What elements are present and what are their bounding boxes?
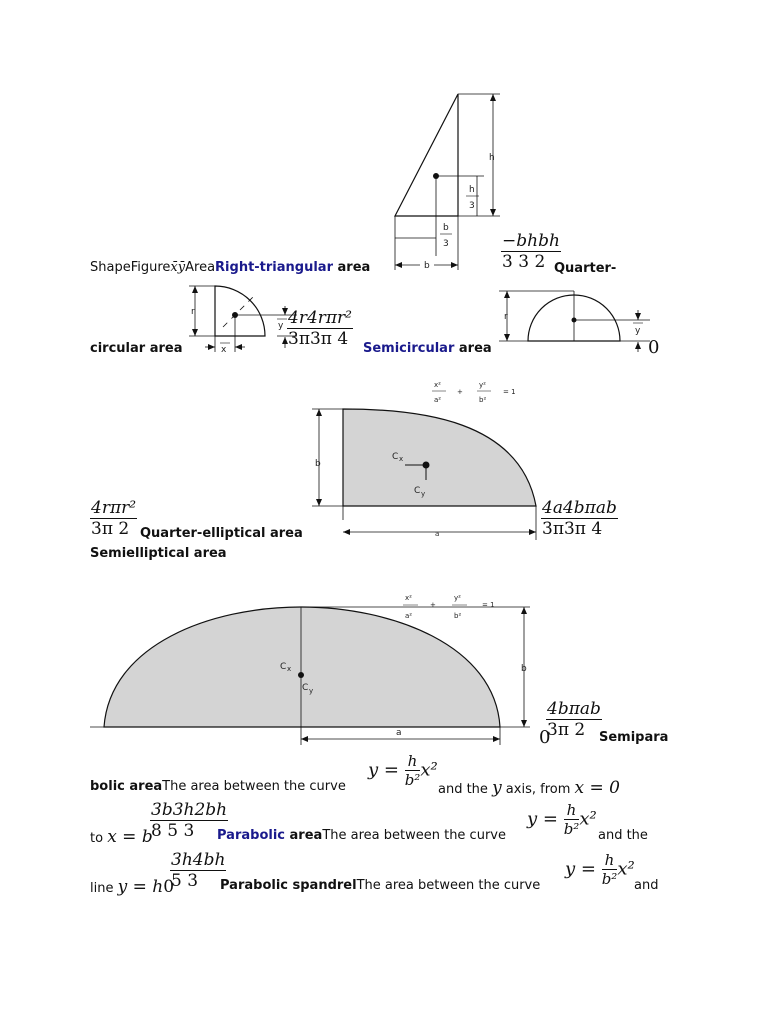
right-triangle-figure <box>380 86 510 276</box>
curve-x2-2: x² <box>579 808 597 830</box>
se-label-a: a <box>396 728 402 738</box>
quarter-circle-shape <box>215 286 265 336</box>
quarter-circle-fraction-num: 4r4rπr² <box>288 308 352 328</box>
spandrel-curve-eq <box>565 851 635 888</box>
parabolic-line: line <box>90 881 118 896</box>
semi-ellipse-name: Semielliptical area <box>90 546 227 561</box>
qe-eq-b2: b² <box>479 396 487 404</box>
semicircle-area-word: area <box>454 341 492 356</box>
semiparabolic-curve-eq <box>368 752 438 789</box>
parabolic-name: Parabolic <box>217 828 285 843</box>
curve-b2-1: b² <box>404 771 421 789</box>
label-h: h <box>489 153 495 163</box>
semi-ellipse-shape <box>104 607 500 727</box>
curve-b2-2: b² <box>563 820 580 838</box>
label-b-third-den: 3 <box>443 239 449 249</box>
semiparabolic-name-start: Semipara <box>599 730 669 745</box>
semiparabolic-name-end: bolic area <box>90 779 163 794</box>
semiparabolic-x-eq-b: x = b <box>107 827 153 847</box>
parabolic-y-eq-h: y = h <box>117 877 164 897</box>
spandrel-row <box>220 879 540 892</box>
quarter-ellipse-fraction-2 <box>546 699 602 740</box>
label-h-third-num: h <box>469 185 475 195</box>
curve-y-1: y <box>368 759 379 781</box>
quarter-circle-fraction <box>287 308 353 349</box>
se-eq-x2: x² <box>405 594 412 602</box>
se-label-cy-sub: y <box>309 687 314 695</box>
semiparabolic-desc: The area between the curve <box>162 779 346 794</box>
semi-ellipse-fraction-den: 3π 2 <box>547 720 586 740</box>
curve-eq-1: = <box>378 759 405 781</box>
header-xbar: x̄ <box>170 260 178 275</box>
qe-label-cx: C <box>392 452 399 462</box>
semi-ellipse-value: 0 <box>539 727 551 748</box>
semicircle-fraction-den: 3π 2 <box>91 519 130 539</box>
quarter-circle-name-start: Quarter- <box>554 261 617 276</box>
semiparabolic-y-var: y <box>492 778 502 798</box>
parabolic-desc: The area between the curve <box>322 828 506 843</box>
label-r: r <box>191 307 195 317</box>
curve-h-3: h <box>602 851 618 870</box>
quarter-circle-name-end: circular area <box>90 341 183 356</box>
header-area: Area <box>185 260 216 275</box>
label-xbar-qc: x <box>221 345 227 355</box>
qe-eq-y2: y² <box>479 381 486 389</box>
semiparabolic-row-1 <box>90 780 346 793</box>
semicircle-fraction-num: 4rπr² <box>91 498 137 518</box>
header-shape: Shape <box>90 260 131 275</box>
qe-eq-a2: a² <box>434 396 442 404</box>
row-semicircle-text <box>363 342 492 355</box>
semi-ellipse-fraction-num: 4bπab <box>547 699 601 719</box>
semiparabolic-x-eq-0: x = 0 <box>574 778 620 798</box>
triangle-fraction <box>501 231 561 272</box>
row-triangle-text <box>90 261 370 274</box>
curve-x2-3: x² <box>617 858 635 880</box>
se-label-b: b <box>521 664 527 674</box>
semi-ellipse-figure <box>90 585 540 745</box>
qe-label-cy: C <box>414 486 421 496</box>
semicircle-value: 0 <box>648 337 660 358</box>
semicircle-figure <box>495 284 660 359</box>
quarter-ellipse-figure <box>310 380 540 545</box>
label-ybar-qc: y <box>278 321 284 331</box>
quarter-ellipse-fraction-den: 3π3π 4 <box>542 519 603 539</box>
triangle-fraction-den: 3 3 2 <box>502 252 546 272</box>
curve-h-2: h <box>564 801 580 820</box>
semiparabolic-row-2 <box>90 829 153 846</box>
semiparabolic-fraction-den: 8 5 3 <box>151 821 195 841</box>
se-label-cx: C <box>280 662 287 672</box>
qe-label-cy-sub: y <box>421 490 426 498</box>
semi-ellipse-centroid <box>298 672 304 678</box>
parabolic-row <box>217 829 506 842</box>
qe-label-a: a <box>435 530 440 538</box>
parabolic-fraction-den: 5 3 <box>171 871 199 891</box>
spandrel-desc: The area between the curve <box>356 878 541 893</box>
semicircle-name: Semicircular <box>363 341 455 356</box>
se-eq-y2: y² <box>454 594 461 602</box>
se-label-cx-sub: x <box>287 665 292 673</box>
se-label-cy: C <box>302 683 309 693</box>
quarter-ellipse-shape <box>343 409 536 506</box>
se-eq-one: = 1 <box>482 601 495 609</box>
spandrel-and: and <box>634 878 659 893</box>
triangle-area-word: area <box>333 260 371 275</box>
curve-eq-2: = <box>537 808 564 830</box>
quarter-ellipse-name: Quarter-elliptical area <box>140 526 303 541</box>
parabolic-area-word: area <box>285 828 323 843</box>
semicircle-fraction <box>90 498 137 539</box>
se-eq-plus: + <box>430 601 436 609</box>
label-b: b <box>424 261 430 271</box>
curve-eq-3: = <box>575 858 602 880</box>
curve-h-1: h <box>405 752 421 771</box>
parabolic-value: 0 <box>163 877 175 897</box>
qe-eq-x2: x² <box>434 381 441 389</box>
triangle-fraction-num: −bhbh <box>502 231 560 251</box>
semiparabolic-axis-from: axis, from <box>501 782 575 797</box>
qe-label-b: b <box>315 459 321 469</box>
semiparabolic-and-the: and the <box>438 782 493 797</box>
triangle-shape <box>395 94 458 216</box>
parabolic-fraction <box>170 850 226 891</box>
parabolic-and-the: and the <box>598 828 648 843</box>
parabolic-fraction-num: 3h4bh <box>171 850 226 870</box>
se-eq-a2: a² <box>405 612 413 620</box>
qe-eq-plus: + <box>457 388 463 396</box>
header-figure: Figure <box>130 260 171 275</box>
parabolic-row-line <box>90 879 174 896</box>
semiparabolic-to: to <box>90 831 108 846</box>
label-h-third-den: 3 <box>469 201 475 211</box>
curve-y-2: y <box>527 808 538 830</box>
semiparabolic-row-1b <box>438 780 620 797</box>
label-r-sc: r <box>504 312 508 322</box>
header-ybar: ȳ <box>177 260 186 275</box>
qe-eq-one: = 1 <box>503 388 516 396</box>
quarter-ellipse-fraction-num: 4a4bπab <box>542 498 617 518</box>
triangle-name: Right-triangular <box>215 260 333 275</box>
curve-b2-3: b² <box>601 870 618 888</box>
se-eq-b2: b² <box>454 612 462 620</box>
quarter-ellipse-fraction <box>541 498 618 539</box>
label-ybar-sc: y <box>635 326 641 336</box>
spandrel-name: Parabolic spandrel <box>220 878 357 893</box>
qe-label-cx-sub: x <box>399 455 404 463</box>
label-b-third-num: b <box>443 223 449 233</box>
curve-x2-1: x² <box>420 759 438 781</box>
semiparabolic-fraction-num: 3b3h2bh <box>151 800 228 820</box>
curve-y-3: y <box>565 858 576 880</box>
parabolic-curve-eq <box>527 801 597 838</box>
quarter-circle-fraction-den: 3π3π 4 <box>288 329 349 349</box>
